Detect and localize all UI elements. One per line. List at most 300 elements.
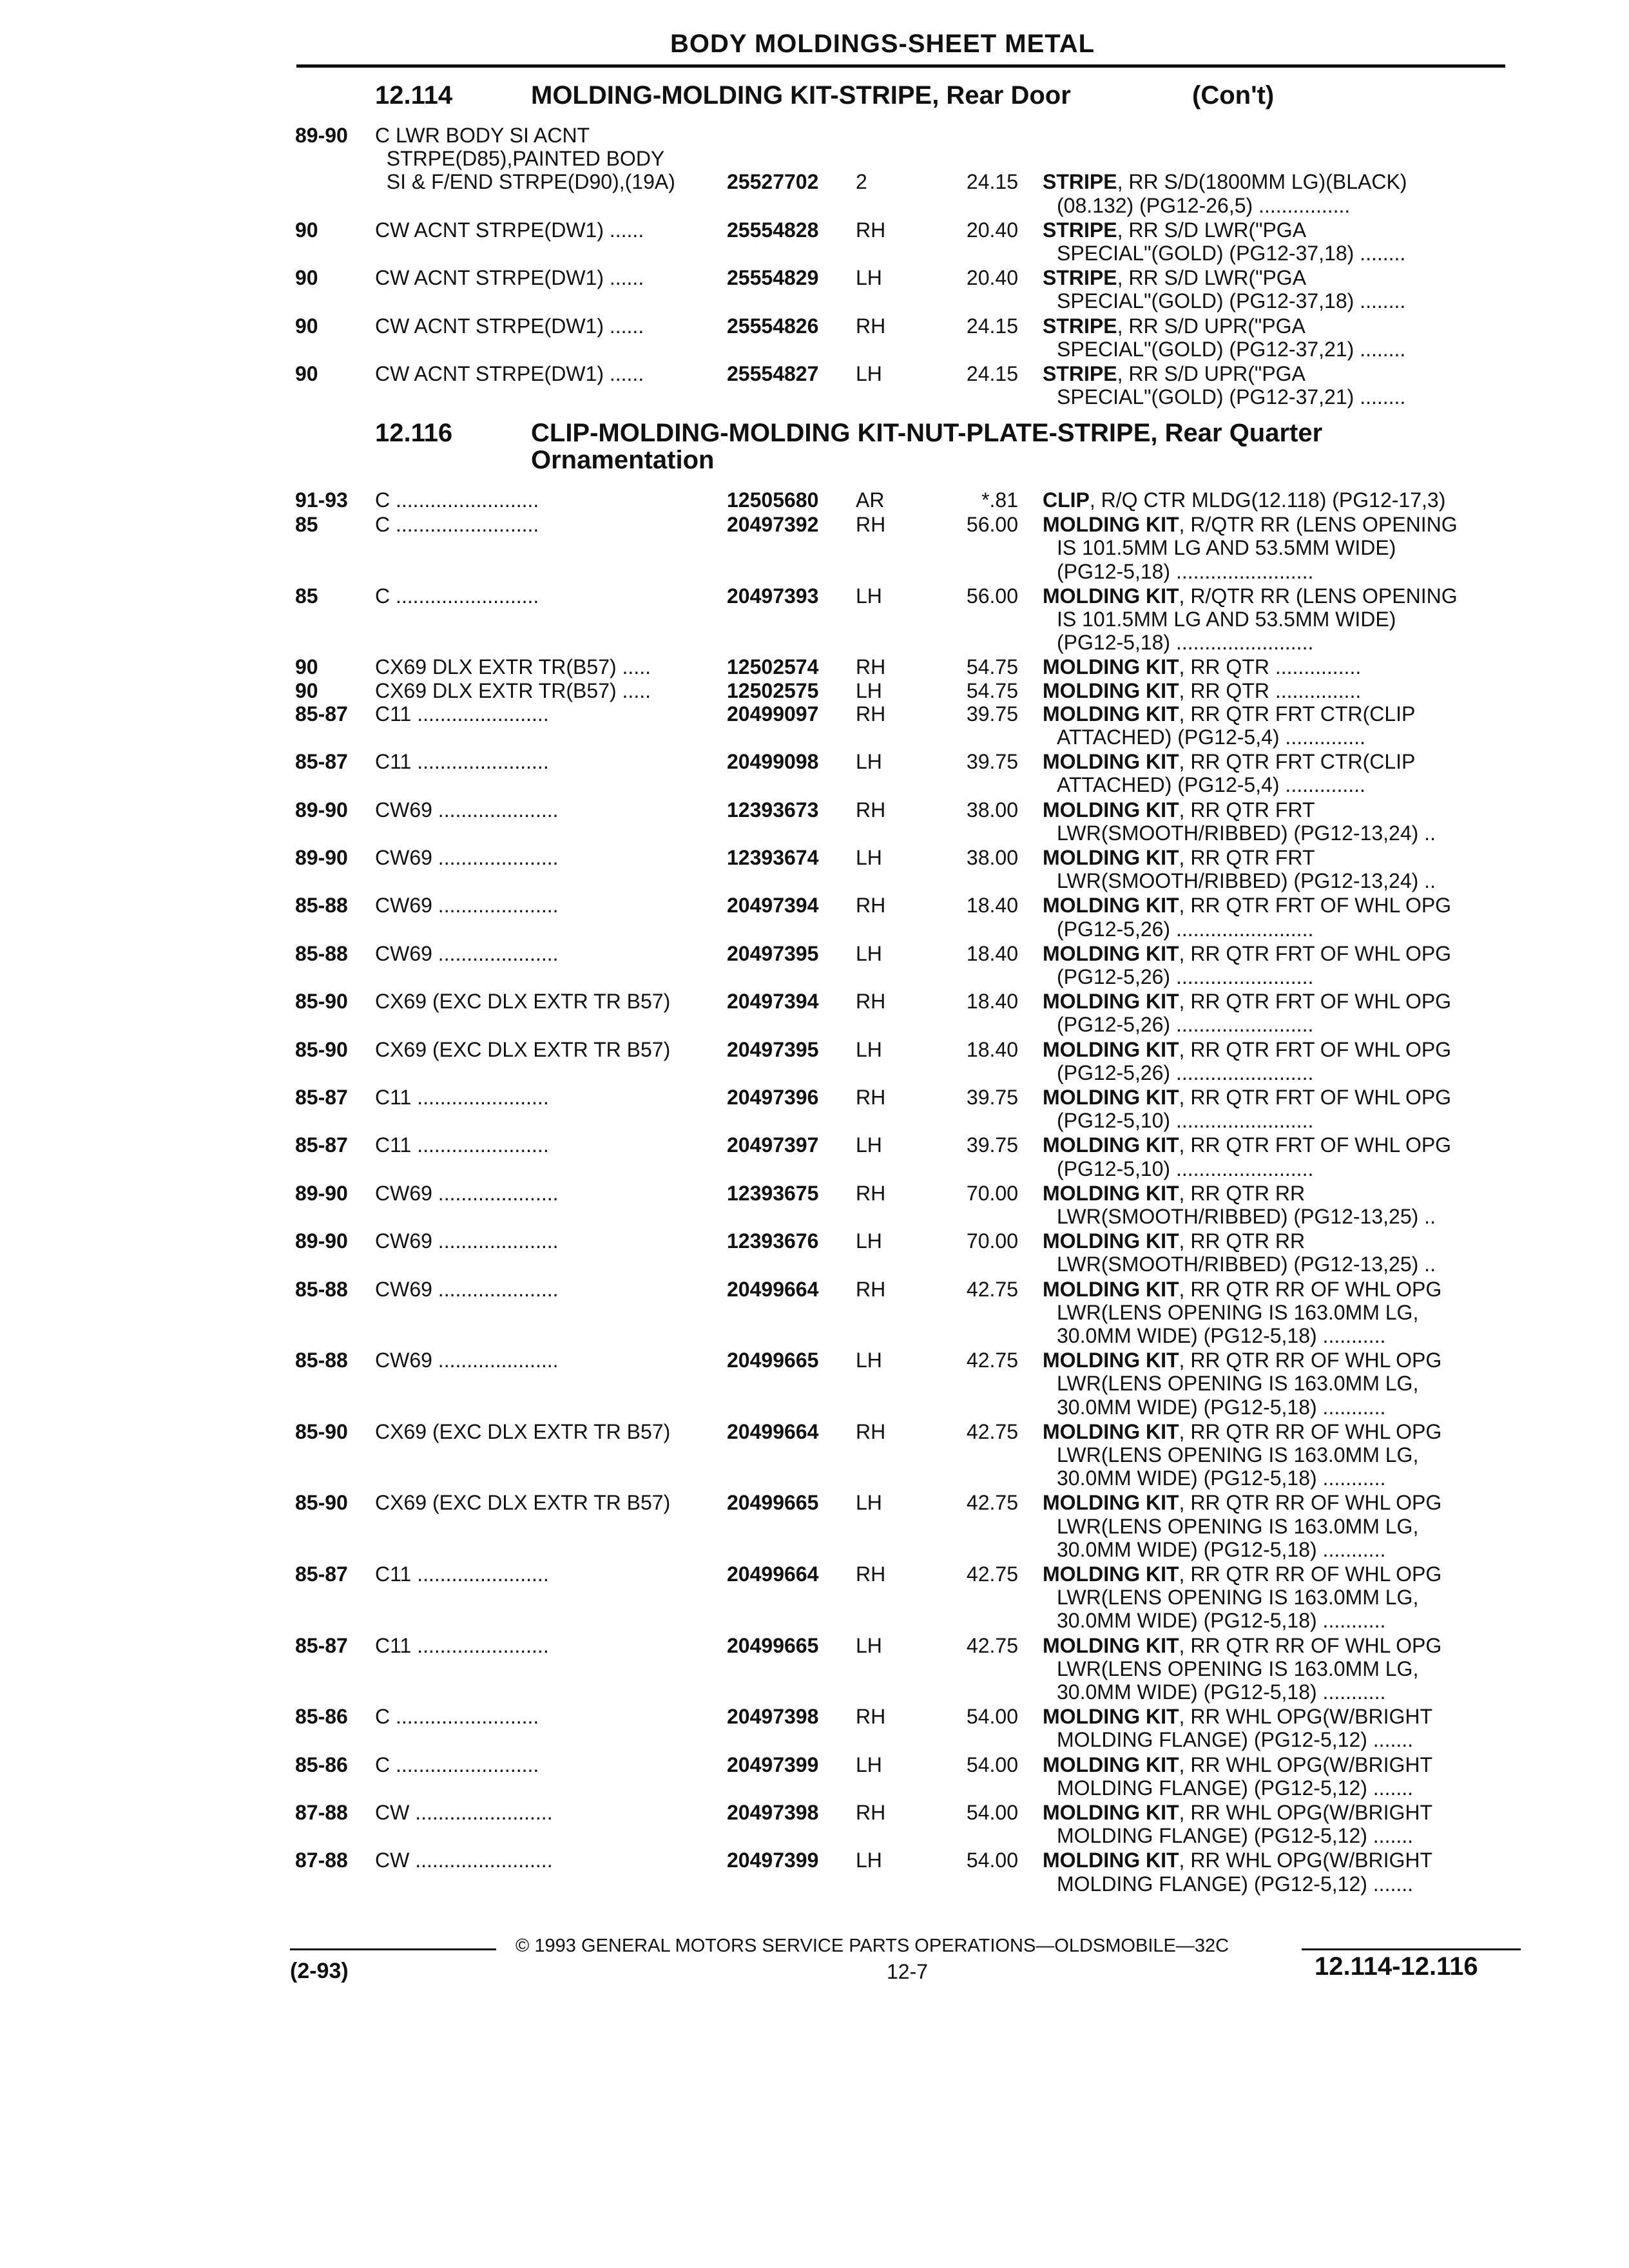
part-number: 12393674 — [727, 846, 819, 869]
description-line: (08.132) (PG12-26,5) ................ — [1057, 193, 1351, 217]
application: CW69 ..................... — [375, 1229, 559, 1253]
part-name: MOLDING KIT — [1043, 1633, 1179, 1657]
part-number: 12393676 — [727, 1229, 819, 1253]
application: C ......................... — [375, 1753, 539, 1776]
description-text: , R/Q CTR MLDG(12.118) (PG12-17,3) — [1089, 488, 1446, 512]
part-name: STRIPE — [1043, 362, 1117, 385]
price: 38.00 — [966, 846, 1018, 869]
description-line: MOLDING FLANGE) (PG12-5,12) ....... — [1057, 1824, 1414, 1848]
description-line: LWR(LENS OPENING IS 163.0MM LG, — [1057, 1514, 1419, 1538]
description-text: , RR QTR FRT OF WHL OPG — [1179, 1133, 1452, 1157]
description-text: , RR QTR RR — [1179, 1229, 1306, 1253]
footer-page-number: 12-7 — [887, 1960, 929, 1983]
price: 54.00 — [966, 1801, 1018, 1824]
part-name: MOLDING KIT — [1043, 513, 1179, 537]
part-name: MOLDING KIT — [1043, 1181, 1179, 1205]
description-line: SPECIAL"(GOLD) (PG12-37,21) ........ — [1057, 337, 1406, 361]
model-year: 85-88 — [295, 894, 348, 918]
part-number: 20499664 — [727, 1562, 819, 1586]
price: 42.75 — [966, 1419, 1018, 1443]
model-year: 85-87 — [295, 702, 348, 726]
description-line — [1043, 1038, 1451, 1061]
price: 42.75 — [966, 1277, 1018, 1301]
price: 54.75 — [966, 678, 1018, 702]
description-line: LWR(SMOOTH/RIBBED) (PG12-13,24) .. — [1057, 821, 1436, 845]
description-line — [1043, 990, 1451, 1013]
description-line — [1043, 1133, 1451, 1157]
description-line: (PG12-5,10) ........................ — [1057, 1157, 1314, 1180]
description-line — [1043, 1753, 1432, 1776]
part-number: 20497398 — [727, 1801, 819, 1824]
application: C11 ....................... — [375, 702, 549, 726]
part-number: 20497399 — [727, 1753, 819, 1776]
description-text: , RR WHL OPG(W/BRIGHT — [1179, 1849, 1432, 1872]
model-year: 85-90 — [295, 990, 348, 1014]
side-or-qty: LH — [856, 1229, 882, 1253]
side-or-qty: LH — [856, 846, 882, 869]
price: 20.40 — [966, 266, 1018, 290]
model-year: 85-90 — [295, 1037, 348, 1061]
side-or-qty: LH — [856, 1849, 882, 1872]
footer-copyright: © 1993 GENERAL MOTORS SERVICE PARTS OPERATIONS—OLDSMOBILE—32C — [516, 1936, 1229, 1956]
application: C ......................... — [375, 1705, 539, 1729]
application: CX69 (EXC DLX EXTR TR B57) — [375, 1037, 671, 1061]
price: 42.75 — [966, 1349, 1018, 1372]
price: *.81 — [981, 488, 1018, 512]
description-text: , RR QTR ............... — [1179, 655, 1362, 679]
price: 42.75 — [966, 1562, 1018, 1586]
part-name: MOLDING KIT — [1043, 894, 1179, 918]
description-line: LWR(LENS OPENING IS 163.0MM LG, — [1057, 1372, 1419, 1396]
description-text: , RR WHL OPG(W/BRIGHT — [1179, 1801, 1432, 1824]
price: 39.75 — [966, 702, 1018, 726]
model-year: 85-87 — [295, 1133, 348, 1157]
description-line — [1043, 218, 1306, 242]
model-year: 89-90 — [295, 846, 348, 869]
description-text: , RR QTR FRT CTR(CLIP — [1179, 702, 1416, 726]
description-line — [1043, 1801, 1432, 1824]
description-line: (PG12-5,26) ........................ — [1057, 965, 1314, 988]
description-line — [1043, 1086, 1451, 1109]
description-line — [1043, 513, 1458, 536]
application: CW ACNT STRPE(DW1) ...... — [375, 314, 644, 338]
description-line: 30.0MM WIDE) (PG12-5,18) ........... — [1057, 1680, 1386, 1704]
header-rule — [296, 64, 1505, 68]
model-year: 85-87 — [295, 1562, 348, 1586]
price: 70.00 — [966, 1229, 1018, 1253]
description-text: , RR S/D(1800MM LG)(BLACK) — [1117, 170, 1407, 194]
description-line: SPECIAL"(GOLD) (PG12-37,18) ........ — [1057, 289, 1406, 313]
application: C LWR BODY SI ACNT — [375, 124, 590, 147]
description-text: , RR WHL OPG(W/BRIGHT — [1179, 1753, 1432, 1776]
description-text: , RR QTR FRT OF WHL OPG — [1179, 894, 1452, 918]
part-number: 20497395 — [727, 941, 819, 965]
description-line: LWR(SMOOTH/RIBBED) (PG12-13,25) .. — [1057, 1253, 1436, 1276]
application: CW ACNT STRPE(DW1) ...... — [375, 362, 644, 385]
part-number: 20499097 — [727, 702, 819, 726]
model-year: 90 — [295, 266, 318, 290]
side-or-qty: RH — [856, 798, 886, 822]
application: CW ........................ — [375, 1849, 553, 1872]
description-line: MOLDING FLANGE) (PG12-5,12) ....... — [1057, 1776, 1414, 1800]
section-title: CLIP-MOLDING-MOLDING KIT-NUT-PLATE-STRIPE, Rear Quarter — [531, 419, 1323, 447]
model-year: 85-87 — [295, 750, 348, 774]
side-or-qty: RH — [856, 1277, 886, 1301]
side-or-qty: LH — [856, 678, 882, 702]
price: 18.40 — [966, 894, 1018, 918]
part-number: 20499098 — [727, 750, 819, 774]
description-line — [1043, 584, 1458, 608]
description-line — [1043, 750, 1415, 773]
side-or-qty: RH — [856, 1181, 886, 1205]
description-line: 30.0MM WIDE) (PG12-5,18) ........... — [1057, 1323, 1386, 1347]
model-year: 85-86 — [295, 1705, 348, 1729]
description-line — [1043, 266, 1306, 289]
description-line — [1043, 798, 1315, 822]
description-line: ATTACHED) (PG12-5,4) .............. — [1057, 725, 1365, 749]
application: CX69 (EXC DLX EXTR TR B57) — [375, 1491, 671, 1515]
side-or-qty: LH — [856, 1491, 882, 1515]
price: 18.40 — [966, 941, 1018, 965]
application: C11 ....................... — [375, 1086, 549, 1109]
description-line — [1043, 1182, 1305, 1205]
side-or-qty: LH — [856, 1753, 882, 1776]
description-text: , RR QTR FRT OF WHL OPG — [1179, 1037, 1452, 1061]
part-name: MOLDING KIT — [1043, 1801, 1179, 1824]
price: 56.00 — [966, 584, 1018, 608]
description-line — [1043, 1705, 1432, 1728]
side-or-qty: LH — [856, 1633, 882, 1657]
side-or-qty: RH — [856, 513, 886, 537]
price: 54.75 — [966, 655, 1018, 679]
model-year: 90 — [295, 362, 318, 385]
model-year: 89-90 — [295, 1229, 348, 1253]
part-name: MOLDING KIT — [1043, 941, 1179, 965]
price: 38.00 — [966, 798, 1018, 822]
model-year: 90 — [295, 314, 318, 338]
side-or-qty: 2 — [856, 170, 867, 194]
model-year: 89-90 — [295, 1181, 348, 1205]
side-or-qty: RH — [856, 218, 886, 242]
application: STRPE(D85),PAINTED BODY — [375, 147, 665, 171]
part-name: MOLDING KIT — [1043, 1419, 1179, 1443]
price: 24.15 — [966, 362, 1018, 385]
part-name: MOLDING KIT — [1043, 655, 1179, 679]
description-text: , RR QTR FRT — [1179, 846, 1315, 869]
part-name: MOLDING KIT — [1043, 1562, 1179, 1586]
part-number: 20499665 — [727, 1491, 819, 1515]
description-line: 30.0MM WIDE) (PG12-5,18) ........... — [1057, 1466, 1386, 1490]
part-name: MOLDING KIT — [1043, 1086, 1179, 1109]
price: 39.75 — [966, 1086, 1018, 1109]
description-text: , R/QTR RR (LENS OPENING — [1179, 513, 1458, 537]
side-or-qty: RH — [856, 1086, 886, 1109]
description-line: 30.0MM WIDE) (PG12-5,18) ........... — [1057, 1609, 1386, 1633]
model-year: 91-93 — [295, 488, 348, 512]
side-or-qty: LH — [856, 362, 882, 385]
model-year: 90 — [295, 678, 318, 702]
description-text: , RR QTR RR OF WHL OPG — [1179, 1562, 1442, 1586]
side-or-qty: LH — [856, 266, 882, 290]
application: CW69 ..................... — [375, 894, 559, 918]
model-year: 90 — [295, 218, 318, 242]
description-line: IS 101.5MM LG AND 53.5MM WIDE) — [1057, 536, 1396, 560]
description-line — [1043, 362, 1306, 385]
model-year: 85-88 — [295, 941, 348, 965]
description-text: , RR QTR FRT — [1179, 798, 1315, 822]
footer-rule-right — [1302, 1948, 1521, 1950]
price: 54.00 — [966, 1849, 1018, 1872]
side-or-qty: RH — [856, 894, 886, 918]
part-number: 20497394 — [727, 894, 819, 918]
side-or-qty: RH — [856, 702, 886, 726]
part-number: 25554828 — [727, 218, 819, 242]
model-year: 85-90 — [295, 1419, 348, 1443]
price: 24.15 — [966, 314, 1018, 338]
description-line — [1043, 702, 1415, 726]
description-line: 30.0MM WIDE) (PG12-5,18) ........... — [1057, 1537, 1386, 1561]
part-number: 20497394 — [727, 990, 819, 1014]
side-or-qty: LH — [856, 941, 882, 965]
description-line: SPECIAL"(GOLD) (PG12-37,21) ........ — [1057, 385, 1406, 409]
description-line: IS 101.5MM LG AND 53.5MM WIDE) — [1057, 607, 1396, 631]
description-line: LWR(SMOOTH/RIBBED) (PG12-13,24) .. — [1057, 869, 1436, 893]
description-line — [1043, 170, 1407, 193]
model-year: 85-90 — [295, 1491, 348, 1515]
price: 54.00 — [966, 1705, 1018, 1729]
price: 70.00 — [966, 1181, 1018, 1205]
application: CW69 ..................... — [375, 1277, 559, 1301]
application: C ......................... — [375, 584, 539, 608]
price: 54.00 — [966, 1753, 1018, 1776]
part-name: MOLDING KIT — [1043, 798, 1179, 822]
description-text: , RR QTR RR OF WHL OPG — [1179, 1491, 1442, 1515]
part-name: MOLDING KIT — [1043, 1229, 1179, 1253]
part-name: MOLDING KIT — [1043, 678, 1179, 702]
part-name: STRIPE — [1043, 170, 1117, 194]
description-line — [1043, 1278, 1441, 1301]
side-or-qty: LH — [856, 1133, 882, 1157]
description-line: (PG12-5,26) ........................ — [1057, 1061, 1314, 1084]
part-number: 20497399 — [727, 1849, 819, 1872]
part-number: 20499665 — [727, 1349, 819, 1372]
description-text: , RR QTR RR — [1179, 1181, 1306, 1205]
section-title-line2: Ornamentation — [531, 446, 715, 474]
application: CW ACNT STRPE(DW1) ...... — [375, 266, 644, 290]
description-line — [1043, 488, 1445, 512]
application: C11 ....................... — [375, 1633, 549, 1657]
price: 18.40 — [966, 990, 1018, 1014]
description-text: , RR QTR FRT OF WHL OPG — [1179, 990, 1452, 1014]
part-name: MOLDING KIT — [1043, 990, 1179, 1014]
description-line: (PG12-5,18) ........................ — [1057, 559, 1314, 583]
part-name: MOLDING KIT — [1043, 1491, 1179, 1515]
part-name: MOLDING KIT — [1043, 1849, 1179, 1872]
description-text: , RR S/D LWR("PGA — [1117, 266, 1307, 290]
price: 42.75 — [966, 1633, 1018, 1657]
description-line — [1043, 1849, 1432, 1872]
price: 42.75 — [966, 1491, 1018, 1515]
description-line: MOLDING FLANGE) (PG12-5,12) ....... — [1057, 1728, 1414, 1752]
description-line: (PG12-5,18) ........................ — [1057, 631, 1314, 655]
description-line: (PG12-5,10) ........................ — [1057, 1109, 1314, 1133]
part-number: 25554826 — [727, 314, 819, 338]
part-name: MOLDING KIT — [1043, 1277, 1179, 1301]
description-line — [1043, 942, 1451, 965]
application: C ......................... — [375, 488, 539, 512]
price: 39.75 — [966, 750, 1018, 774]
section-continued: (Con't) — [1192, 81, 1275, 110]
part-name: STRIPE — [1043, 218, 1117, 242]
part-number: 20499664 — [727, 1419, 819, 1443]
description-text: , R/QTR RR (LENS OPENING — [1179, 584, 1458, 608]
page-title: BODY MOLDINGS-SHEET METAL — [670, 30, 1095, 58]
description-text: , RR QTR RR OF WHL OPG — [1179, 1349, 1442, 1372]
application: CW69 ..................... — [375, 1181, 559, 1205]
description-line — [1043, 1562, 1441, 1586]
description-line — [1043, 1634, 1441, 1657]
application: C ......................... — [375, 513, 539, 537]
description-text: , RR WHL OPG(W/BRIGHT — [1179, 1705, 1432, 1729]
side-or-qty: RH — [856, 990, 886, 1014]
side-or-qty: RH — [856, 1705, 886, 1729]
description-line — [1043, 846, 1315, 869]
part-number: 12393673 — [727, 798, 819, 822]
model-year: 85-88 — [295, 1349, 348, 1372]
price: 18.40 — [966, 1037, 1018, 1061]
application: CW69 ..................... — [375, 798, 559, 822]
description-line: LWR(SMOOTH/RIBBED) (PG12-13,25) .. — [1057, 1204, 1436, 1228]
part-number: 20497397 — [727, 1133, 819, 1157]
application: C11 ....................... — [375, 1562, 549, 1586]
application: CW ACNT STRPE(DW1) ...... — [375, 218, 644, 242]
description-text: , RR QTR FRT CTR(CLIP — [1179, 750, 1416, 774]
part-number: 25554827 — [727, 362, 819, 385]
application: CX69 DLX EXTR TR(B57) ..... — [375, 678, 651, 702]
part-number: 20497398 — [727, 1705, 819, 1729]
section-title: MOLDING-MOLDING KIT-STRIPE, Rear Door — [531, 81, 1071, 110]
application: CW ........................ — [375, 1801, 553, 1824]
part-number: 20497396 — [727, 1086, 819, 1109]
part-number: 25527702 — [727, 170, 819, 194]
section-number: 12.114 — [375, 81, 453, 110]
model-year: 89-90 — [295, 124, 348, 147]
side-or-qty: RH — [856, 1801, 886, 1824]
part-number: 20497395 — [727, 1037, 819, 1061]
side-or-qty: RH — [856, 655, 886, 679]
model-year: 89-90 — [295, 798, 348, 822]
part-name: MOLDING KIT — [1043, 584, 1179, 608]
model-year: 85 — [295, 584, 318, 608]
application: C11 ....................... — [375, 750, 549, 774]
description-text: , RR S/D UPR("PGA — [1117, 314, 1306, 338]
part-number: 20497393 — [727, 584, 819, 608]
price: 20.40 — [966, 218, 1018, 242]
description-text: , RR QTR RR OF WHL OPG — [1179, 1419, 1442, 1443]
side-or-qty: RH — [856, 1419, 886, 1443]
part-name: STRIPE — [1043, 314, 1117, 338]
price: 24.15 — [966, 170, 1018, 194]
side-or-qty: LH — [856, 584, 882, 608]
description-line — [1043, 679, 1361, 702]
part-name: MOLDING KIT — [1043, 1037, 1179, 1061]
part-name: MOLDING KIT — [1043, 750, 1179, 774]
part-number: 25554829 — [727, 266, 819, 290]
application: C11 ....................... — [375, 1133, 549, 1157]
part-number: 12505680 — [727, 488, 819, 512]
part-name: MOLDING KIT — [1043, 846, 1179, 869]
part-number: 12502574 — [727, 655, 819, 679]
part-number: 12502575 — [727, 678, 819, 702]
description-line: LWR(LENS OPENING IS 163.0MM LG, — [1057, 1443, 1419, 1466]
description-line: MOLDING FLANGE) (PG12-5,12) ....... — [1057, 1872, 1414, 1896]
model-year: 85-86 — [295, 1753, 348, 1776]
side-or-qty: LH — [856, 1349, 882, 1372]
model-year: 90 — [295, 655, 318, 679]
side-or-qty: AR — [856, 488, 885, 512]
application: CX69 (EXC DLX EXTR TR B57) — [375, 990, 671, 1014]
part-name: MOLDING KIT — [1043, 1133, 1179, 1157]
application: CX69 DLX EXTR TR(B57) ..... — [375, 655, 651, 679]
side-or-qty: RH — [856, 314, 886, 338]
description-line: (PG12-5,26) ........................ — [1057, 1013, 1314, 1037]
application: CW69 ..................... — [375, 941, 559, 965]
model-year: 85-87 — [295, 1086, 348, 1109]
description-line: SPECIAL"(GOLD) (PG12-37,18) ........ — [1057, 241, 1406, 265]
description-text: , RR QTR ............... — [1179, 678, 1362, 702]
description-text: , RR S/D LWR("PGA — [1117, 218, 1307, 242]
part-name: CLIP — [1043, 488, 1090, 512]
model-year: 85-87 — [295, 1633, 348, 1657]
footer-section-range: 12.114-12.116 — [1315, 1952, 1478, 1981]
footer-rule-left — [290, 1948, 496, 1950]
part-name: MOLDING KIT — [1043, 702, 1179, 726]
part-number: 12393675 — [727, 1181, 819, 1205]
description-line: LWR(LENS OPENING IS 163.0MM LG, — [1057, 1657, 1419, 1680]
side-or-qty: LH — [856, 1037, 882, 1061]
model-year: 87-88 — [295, 1849, 348, 1872]
part-name: STRIPE — [1043, 266, 1117, 290]
description-line — [1043, 1349, 1441, 1372]
model-year: 87-88 — [295, 1801, 348, 1824]
application: CW69 ..................... — [375, 1349, 559, 1372]
description-text: , RR QTR FRT OF WHL OPG — [1179, 941, 1452, 965]
part-name: MOLDING KIT — [1043, 1705, 1179, 1729]
side-or-qty: RH — [856, 1562, 886, 1586]
footer-date: (2-93) — [290, 1959, 349, 1983]
section-number: 12.116 — [375, 419, 453, 447]
part-number: 20499664 — [727, 1277, 819, 1301]
description-line — [1043, 1420, 1441, 1443]
application: SI & F/END STRPE(D90),(19A) — [375, 170, 675, 194]
description-line: (PG12-5,26) ........................ — [1057, 917, 1314, 941]
description-line: LWR(LENS OPENING IS 163.0MM LG, — [1057, 1586, 1419, 1610]
side-or-qty: LH — [856, 750, 882, 774]
part-number: 20497392 — [727, 513, 819, 537]
description-text: , RR QTR FRT OF WHL OPG — [1179, 1086, 1452, 1109]
description-line — [1043, 655, 1361, 678]
application: CX69 (EXC DLX EXTR TR B57) — [375, 1419, 671, 1443]
description-line: LWR(LENS OPENING IS 163.0MM LG, — [1057, 1300, 1419, 1324]
part-number: 20499665 — [727, 1633, 819, 1657]
price: 39.75 — [966, 1133, 1018, 1157]
description-line — [1043, 314, 1306, 338]
part-name: MOLDING KIT — [1043, 1349, 1179, 1372]
description-text: , RR QTR RR OF WHL OPG — [1179, 1633, 1442, 1657]
description-line — [1043, 894, 1451, 917]
model-year: 85-88 — [295, 1277, 348, 1301]
model-year: 85 — [295, 513, 318, 537]
